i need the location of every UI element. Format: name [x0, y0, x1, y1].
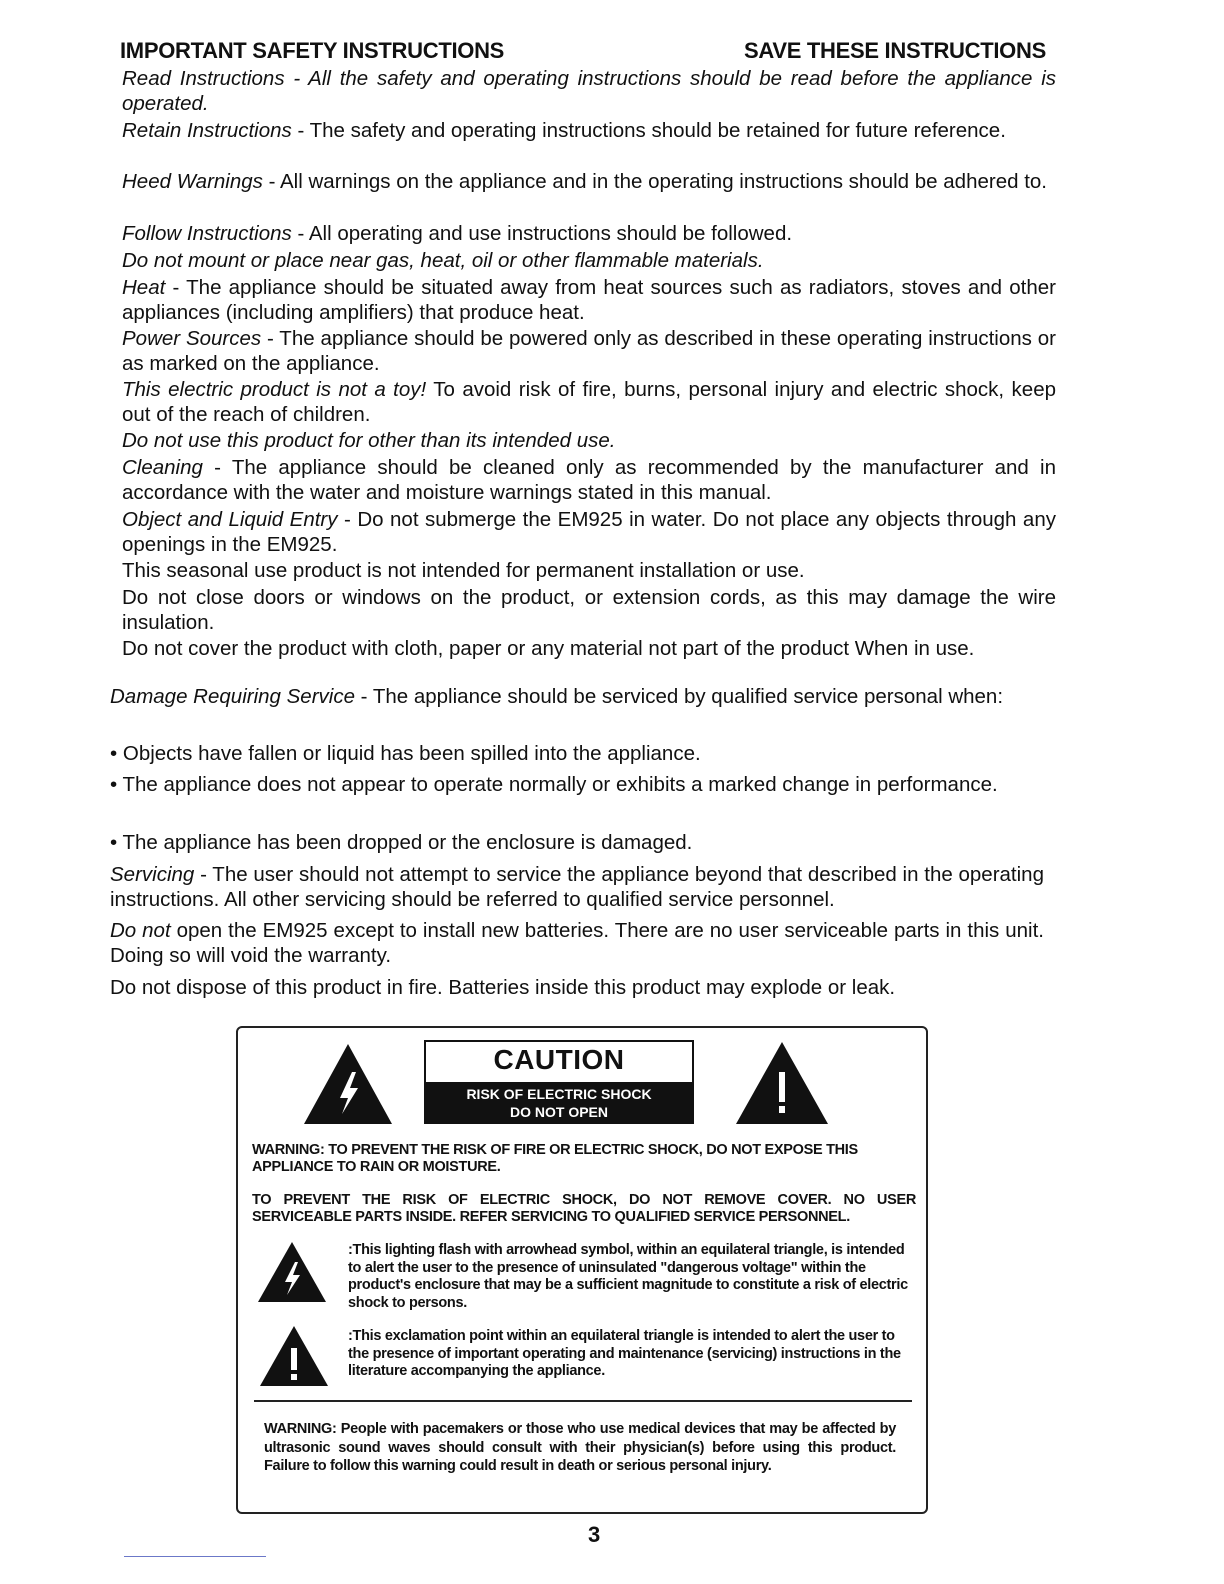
page-title: IMPORTANT SAFETY INSTRUCTIONS: [120, 38, 505, 63]
do-not-cover-paragraph: Do not cover the product with cloth, paper or any material not part of the product When in use.: [122, 637, 975, 660]
do-not-open-text: DO NOT OPEN: [509, 1104, 608, 1120]
damage-requiring-service-paragraph: Damage Requiring Service - The appliance should be serviced by qualified service personal when:: [110, 685, 1004, 708]
lightning-symbol-icon: [256, 1240, 328, 1304]
retain-instructions-paragraph: Retain Instructions - The safety and operating instructions should be retained for future reference.: [122, 119, 1006, 142]
read-instructions-paragraph: Read Instructions - All the safety and operating instructions should be read before the appliance is operated.: [122, 67, 1056, 115]
bullet-operate-normally: • The appliance does not appear to operate normally or exhibits a marked change in performance.: [110, 773, 998, 796]
follow-instructions-paragraph: Follow Instructions - All operating and use instructions should be followed.: [122, 222, 793, 245]
flammable-warning-paragraph: Do not mount or place near gas, heat, oil or other flammable materials.: [122, 249, 764, 272]
warning-rain-moisture: WARNING: TO PREVENT THE RISK OF FIRE OR ELECTRIC SHOCK, DO NOT EXPOSE THIS APPLIANCE TO RAIN OR MOISTURE.: [252, 1142, 858, 1175]
heat-paragraph: Heat - The appliance should be situated away from heat sources such as radiators, stoves and other appliances (including amplifiers) that produce heat.: [122, 276, 1056, 324]
exclamation-warning-icon: [734, 1040, 830, 1126]
doors-windows-paragraph: Do not close doors or windows on the product, or extension cords, as this may damage the wire insulation.: [122, 586, 1056, 634]
lightning-symbol-description: :This lighting flash with arrowhead symbol, within an equilateral triangle, is intended to alert the user to the presence of uninsulated "dangerous voltage" within the product's enclosure that may be a sufficient magnitude to constitute a risk of electric shock to persons.: [348, 1242, 908, 1311]
pacemaker-warning: WARNING: People with pacemakers or those who use medical devices that may be affected by ultrasonic sound waves should consult with their physician(s) before using this product. Failure to follow this warning could result in death or serious personal injury.: [264, 1421, 896, 1474]
footer-line: [124, 1556, 266, 1557]
not-a-toy-paragraph: This electric product is not a toy! To avoid risk of fire, burns, personal injury and electric shock, keep out of the reach of children.: [122, 378, 1056, 426]
heed-warnings-paragraph: Heed Warnings - All warnings on the appliance and in the operating instructions should be adhered to.: [122, 170, 1047, 193]
bullet-objects-fallen: • Objects have fallen or liquid has been spilled into the appliance.: [110, 742, 701, 765]
caution-panel: [236, 1026, 928, 1514]
warning-remove-cover: TO PREVENT THE RISK OF ELECTRIC SHOCK, DO NOT REMOVE COVER. NO USER SERVICEABLE PARTS INSIDE. REFER SERVICING TO QUALIFIED SERVICE PERSONNEL.: [252, 1192, 916, 1225]
save-instructions-heading: SAVE THESE INSTRUCTIONS: [744, 38, 1046, 63]
risk-of-shock-text: RISK OF ELECTRIC SHOCK: [466, 1086, 652, 1102]
page-number: 3: [588, 1522, 601, 1547]
do-not-dispose-paragraph: Do not dispose of this product in fire. Batteries inside this product may explode or leak.: [110, 976, 896, 999]
lightning-warning-icon: [302, 1042, 394, 1126]
caution-subtitle: [426, 1082, 692, 1122]
seasonal-use-paragraph: This seasonal use product is not intended for permanent installation or use.: [122, 559, 805, 582]
divider: [254, 1400, 912, 1402]
object-liquid-entry-paragraph: Object and Liquid Entry - Do not submerge the EM925 in water. Do not place any objects through any openings in the EM925.: [122, 508, 1056, 556]
bullet-dropped: • The appliance has been dropped or the enclosure is damaged.: [110, 831, 693, 854]
cleaning-paragraph: Cleaning - The appliance should be cleaned only as recommended by the manufacturer and in accordance with the water and moisture warnings stated in this manual.: [122, 456, 1056, 504]
servicing-paragraph: Servicing - The user should not attempt to service the appliance beyond that described in the operating instructions. All other servicing should be referred to qualified service personnel.: [110, 863, 1044, 911]
caution-title: CAUTION: [493, 1044, 625, 1075]
power-sources-paragraph: Power Sources - The appliance should be powered only as described in these operating instructions or as marked on the appliance.: [122, 327, 1056, 375]
do-not-open-paragraph: Do not open the EM925 except to install new batteries. There are no user serviceable parts in this unit. Doing so will void the warranty.: [110, 919, 1044, 967]
exclamation-symbol-icon: [258, 1324, 330, 1388]
exclamation-symbol-description: :This exclamation point within an equilateral triangle is intended to alert the user to the presence of important operating and maintenance (servicing) instructions in the literature accompanying the appliance.: [348, 1328, 901, 1379]
intended-use-paragraph: Do not use this product for other than its intended use.: [122, 429, 616, 452]
caution-label: [424, 1040, 694, 1124]
